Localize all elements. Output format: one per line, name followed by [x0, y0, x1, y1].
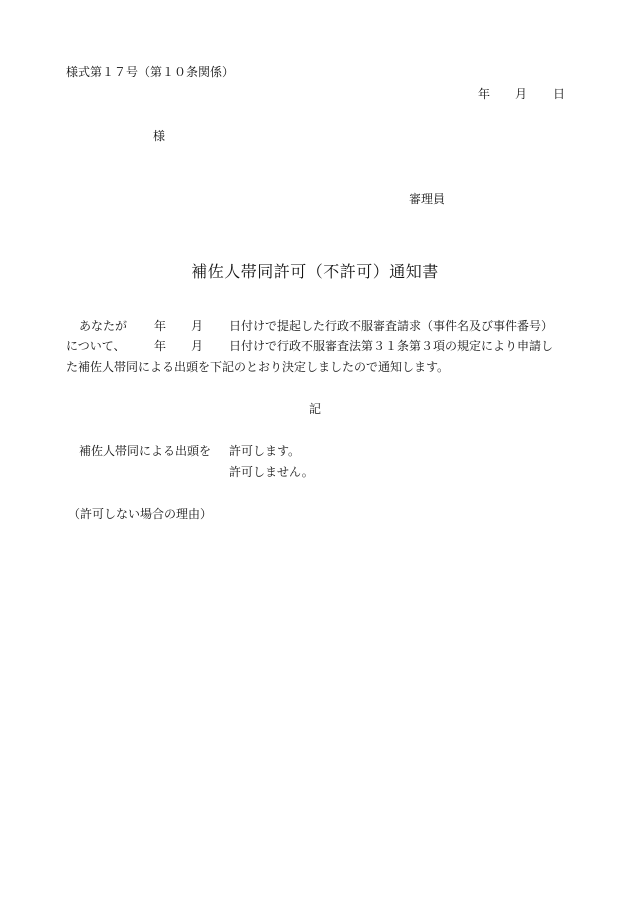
- date-month-label: 月: [515, 87, 528, 101]
- body-line2-year: 年: [154, 339, 167, 353]
- decision-option-permit: 許可します。: [229, 444, 301, 458]
- body-line1-year: 年: [154, 319, 167, 333]
- reason-label: （許可しない場合の理由）: [68, 507, 213, 521]
- body-line2-start: について、: [66, 339, 126, 353]
- form-number: 様式第１７号（第１０条関係）: [66, 65, 235, 79]
- document-title: 補佐人帯同許可（不許可）通知書: [191, 262, 439, 281]
- body-line2-rest: 日付けで行政不服審査法第３１条第３項の規定により申請し: [229, 339, 554, 353]
- notes-heading: 記: [308, 402, 321, 416]
- body-line3: た補佐人帯同による出頭を下記のとおり決定しましたので通知します。: [66, 360, 450, 374]
- body-line1-month: 月: [191, 319, 204, 333]
- addressee-honorific: 様: [153, 129, 166, 143]
- decision-option-deny: 許可しません。: [229, 465, 314, 479]
- sender-title: 審理員: [409, 192, 446, 206]
- date-year-label: 年: [478, 87, 491, 101]
- date-day-label: 日: [553, 87, 566, 101]
- decision-label: 補佐人帯同による出頭を: [79, 444, 212, 458]
- body-line1-rest: 日付けで提起した行政不服審査請求（事件名及び事件番号）: [229, 319, 554, 333]
- body-line1-start: あなたが: [79, 319, 128, 333]
- body-line2-month: 月: [191, 339, 204, 353]
